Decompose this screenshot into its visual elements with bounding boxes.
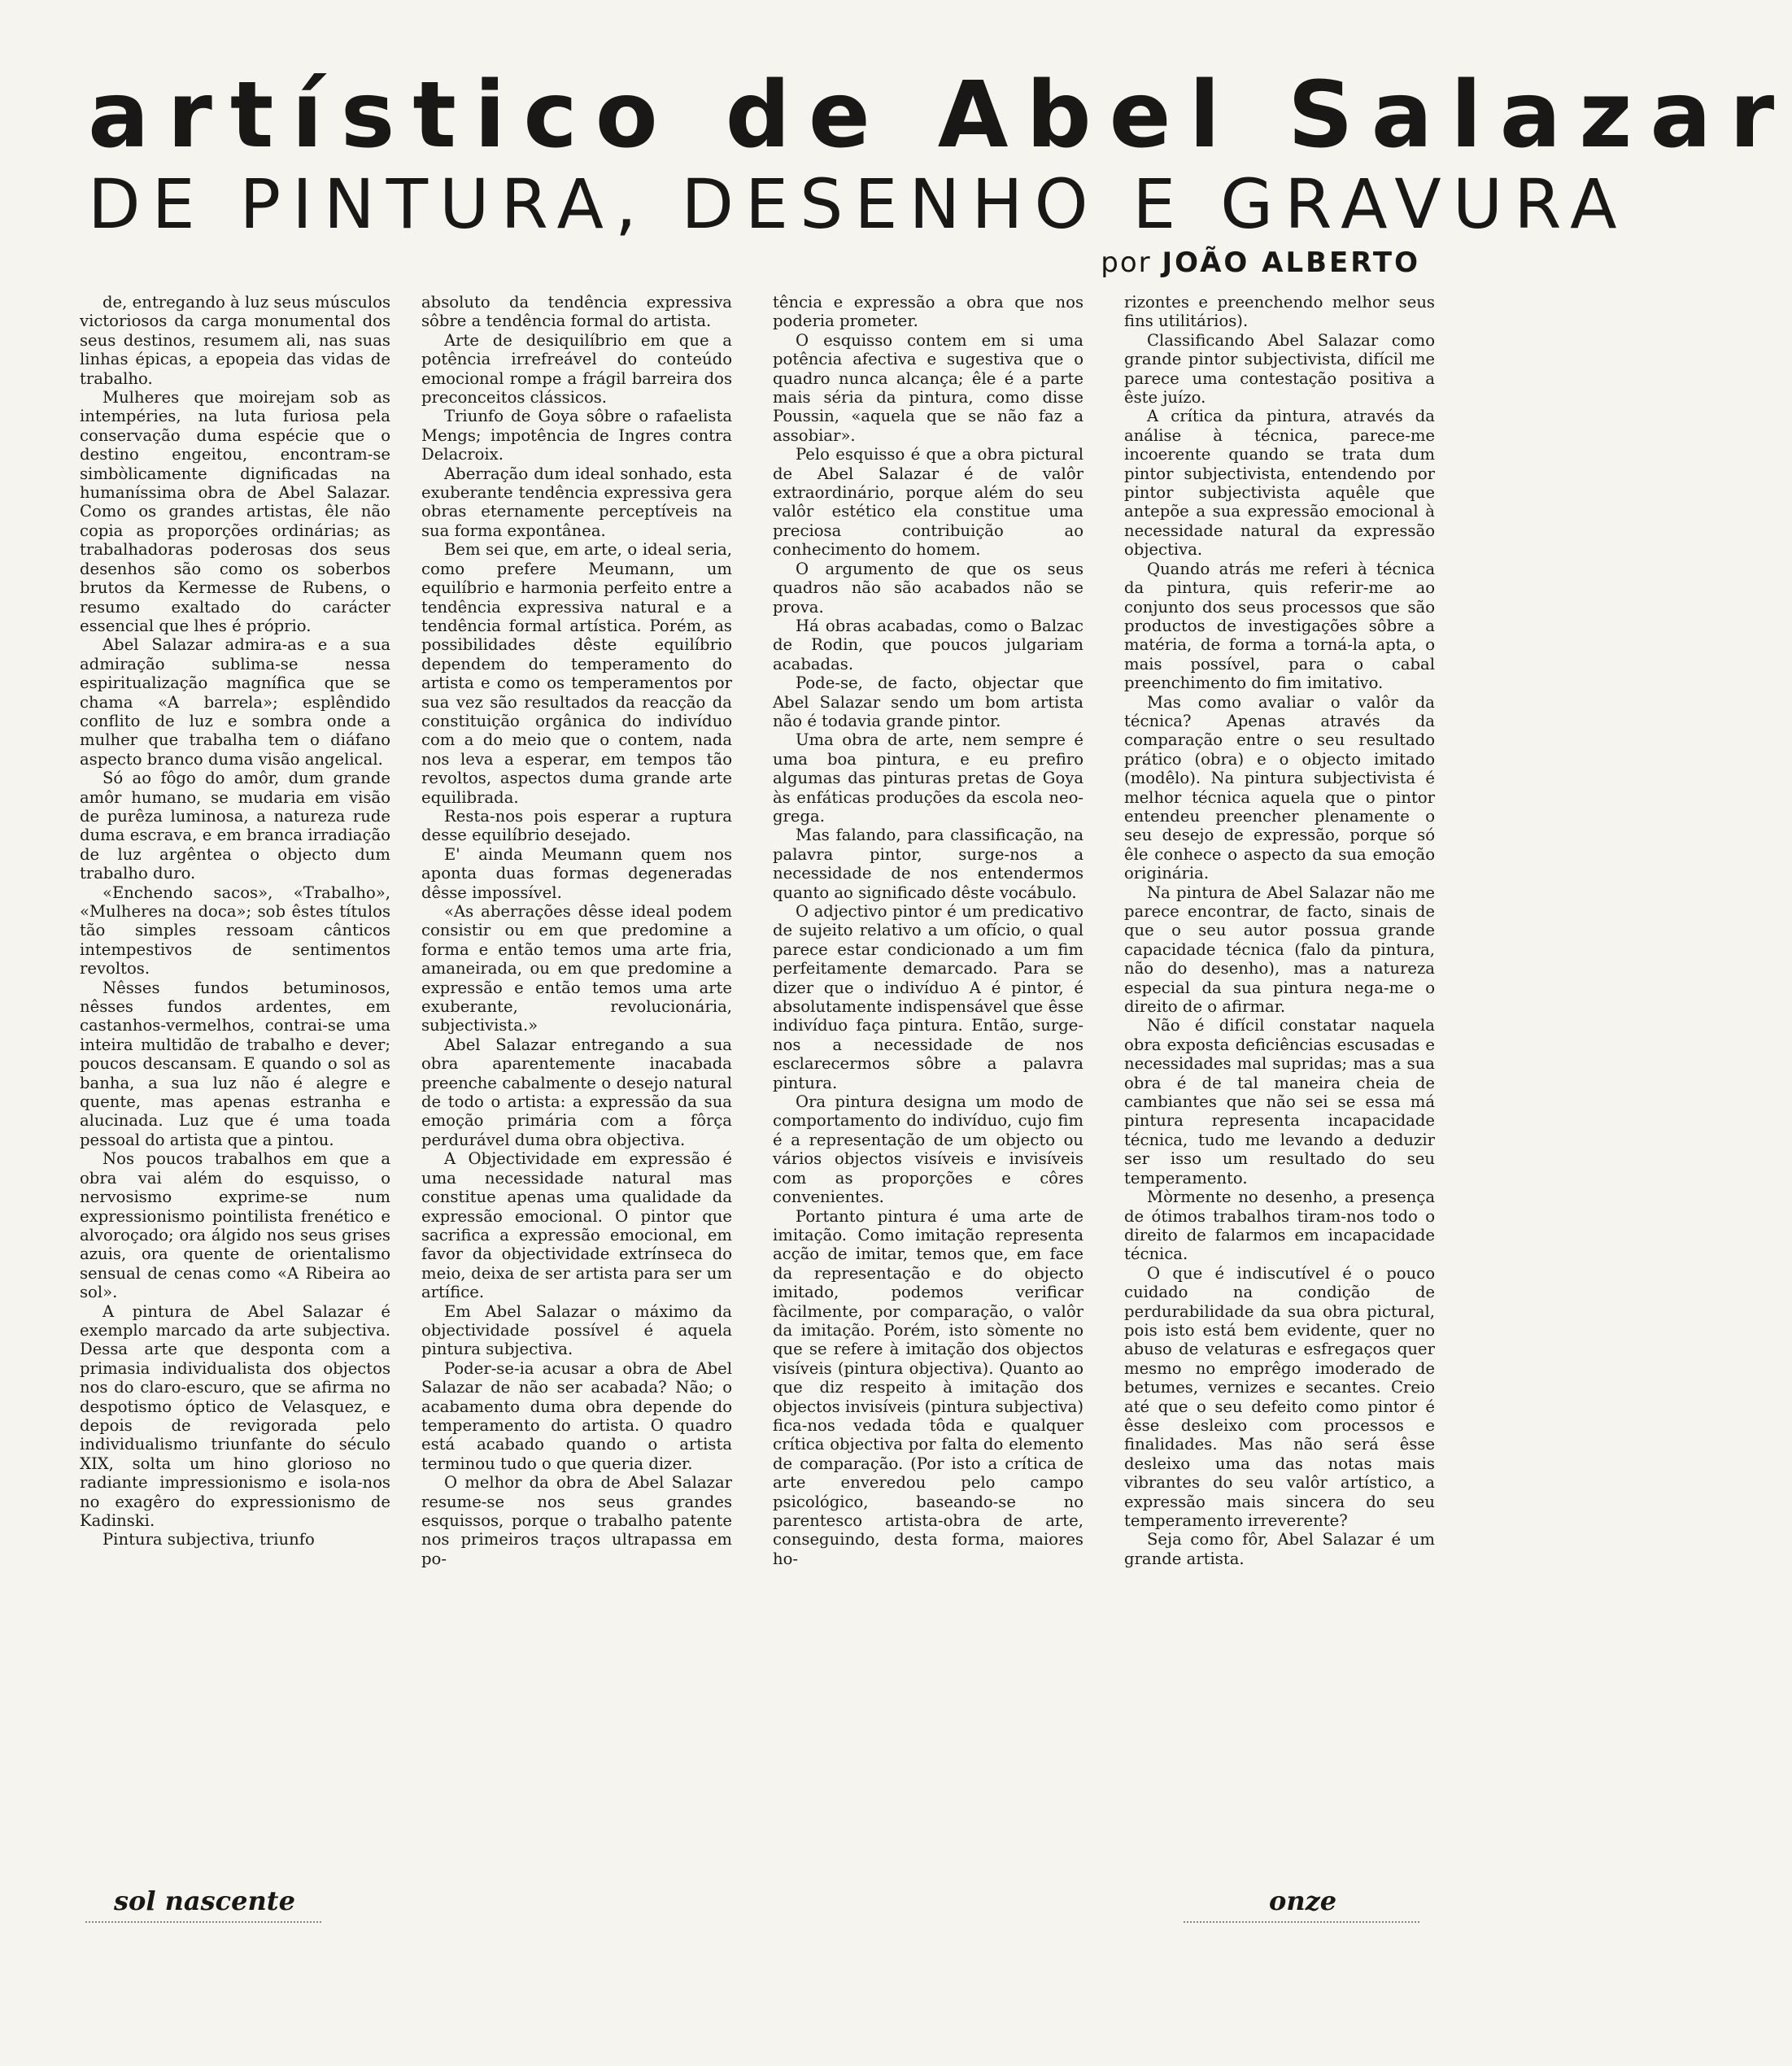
article-paragraph: Pelo esquisso é que a obra pictural de Abel Salazar é de valôr extraordinário, porque além do seu valôr estético ela constitue uma preciosa contribuição ao conhecimento do homem.: [773, 445, 1083, 560]
article-paragraph: Seja como fôr, Abel Salazar é um grande artista.: [1124, 1530, 1435, 1568]
article-paragraph: Arte de desiquilíbrio em que a potência irrefreável do conteúdo emocional rompe a frágil barreira dos preconceitos clássicos.: [421, 330, 732, 408]
article-column-3: [773, 293, 1083, 1887]
article-paragraph: de, entregando à luz seus músculos victoriosos da carga monumental dos seus destinos, resumem ali, nas suas linhas épicas, a epopeia das vidas de trabalho.: [80, 293, 390, 388]
article-paragraph: Classificando Abel Salazar como grande pintor subjectivista, difícil me parece uma contestação positiva a êste juízo.: [1124, 330, 1435, 408]
article-paragraph: Mas como avaliar o valôr da técnica? Apenas através da comparação entre o seu resultado prático (obra) e o objecto imitado (modêlo). Na pintura subjectivista é melhor técnica aquela que o pintor entendeu preencher plenamente o seu desejo de expressão, porque só êle conhece o aspecto da sua emoção originária.: [1124, 692, 1435, 883]
article-column-1: [80, 293, 390, 1887]
article-paragraph: A pintura de Abel Salazar é exemplo marcado da arte subjectiva. Dessa arte que desponta com a primasia individualista dos objectos nos do claro-escuro, que se afirma no despotismo óptico de Velasquez, e depois de revigorada pelo individualismo triunfante do século XIX, solta um hino glorioso no radiante impressionismo e isola-nos no exagêro do expressionismo de Kadinski.: [80, 1301, 390, 1530]
article-paragraph: Ora pintura designa um modo de comportamento do indivíduo, cujo fim é a representação de um objecto ou vários objectos visíveis e invisíveis com as proporções e côres convenientes.: [773, 1092, 1083, 1207]
article-paragraph: Aberração dum ideal sonhado, esta exuberante tendência expressiva gera obras eternamente perceptíveis na sua forma expontânea.: [421, 464, 732, 540]
article-paragraph: Portanto pintura é uma arte de imitação. Como imitação representa acção de imitar, temos que, em face da representação e do objecto imitado, podemos verificar fàcilmente, por comparação, o valôr da imitação. Porém, isto sòmente no que se refere à imitação dos objectos visíveis (pintura objectiva). Quanto ao que diz respeito à imitação dos objectos invisíveis (pintura subjectiva) fica-nos vedada tôda e qualquer crítica objectiva por falta do elemento de comparação. (Por isto a crítica de arte enveredou pelo campo psicológico, baseando-se no parentesco artista-obra de arte, conseguindo, desta forma, maiores ho-: [773, 1206, 1083, 1568]
footer-rule-right: [1184, 1921, 1419, 1923]
article-paragraph: Quando atrás me referi à técnica da pintura, quis referir-me ao conjunto dos seus processos que são productos de investigações sôbre a matéria, de forma a torná-la apta, o mais possível, para o cabal preenchimento do fim imitativo.: [1124, 559, 1435, 693]
article-column-4: [1124, 293, 1435, 1887]
article-paragraph: O argumento de que os seus quadros não são acabados não se prova.: [773, 559, 1083, 617]
article-paragraph: absoluto da tendência expressiva sôbre a tendência formal do artista.: [421, 293, 732, 331]
byline-prefix: por: [1101, 246, 1152, 279]
article-paragraph: Bem sei que, em arte, o ideal seria, como prefere Meumann, um equilíbrio e harmonia perfeito entre a tendência expressiva natural e a tendência formal artística. Porém, as possibilidades dêste equilíbrio dependem do temperamento do artista e como os temperamentos por sua vez são resultados da reacção da constituição orgânica do indivíduo com a do meio que o contem, nada nos leva a esperar, em tempos tão revoltos, aspectos duma grande arte equilibrada.: [421, 540, 732, 807]
article-paragraph: Nêsses fundos betuminosos, nêsses fundos ardentes, em castanhos-vermelhos, contrai-se uma inteira multidão de trabalho e dever; poucos descansam. E quando o sol as banha, a sua luz não é alegre e quente, mas apenas estranha e alucinada. Luz que é uma toada pessoal do artista que a pintou.: [80, 978, 390, 1149]
article-paragraph: O adjectivo pintor é um predicativo de sujeito relativo a um ofício, o qual parece estar condicionado a um fim perfeitamente demarcado. Para se dizer que o indivíduo A é pintor, é absolutamente indispensável que êsse indivíduo faça pintura. Então, surge-nos a necessidade de nos esclarecermos sôbre a palavra pintura.: [773, 902, 1083, 1092]
byline: [1101, 246, 1420, 279]
article-paragraph: Só ao fôgo do amôr, dum grande amôr humano, se mudaria em visão de purêza luminosa, a natureza rude duma escrava, e em branca irradiação de luz argêntea o objecto dum trabalho duro.: [80, 769, 390, 883]
article-paragraph: Pintura subjectiva, triunfo: [102, 1530, 315, 1550]
article-paragraph: Abel Salazar admira-as e a sua admiração sublima-se nessa espiritualização magnífica que se chama «A barrela»; esplêndido conflito de luz e sombra onde a mulher que trabalha tem o diáfano aspecto branco duma visão angelical.: [80, 635, 390, 769]
article-paragraph: «Enchendo sacos», «Trabalho», «Mulheres na doca»; sob êstes títulos tão simples ressoam cânticos intempestivos de sentimentos revoltos.: [80, 883, 390, 979]
article-paragraph: «As aberrações dêsse ideal podem consistir ou em que predomine a forma e então temos uma arte fria, amaneirada, ou em que predomine a expressão e então temos uma arte exuberante, revolucionária, subjectivista.»: [421, 902, 732, 1035]
article-paragraph: Triunfo de Goya sôbre o rafaelista Mengs; impotência de Ingres contra Delacroix.: [421, 407, 732, 464]
article-paragraph: Mas falando, para classificação, na palavra pintor, surge-nos a necessidade de nos entendermos quanto ao significado dêste vocábulo.: [773, 826, 1083, 902]
article-paragraph: A Objectividade em expressão é uma necessidade natural mas constitue apenas uma qualidade da expressão emocional. O pintor que sacrifica a expressão emocional, em favor da objectividade extrínseca do meio, deixa de ser artista para ser um artífice.: [421, 1149, 732, 1302]
article-paragraph: O que é indiscutível é o pouco cuidado na condição de perdurabilidade da sua obra pictural, pois isto está bem evidente, quer no abuso de velaturas e esfregaços quer mesmo no emprêgo imoderado de betumes, vernizes e secantes. Creio até que o seu defeito como pintor é êsse desleixo com processos e finalidades. Mas não será êsse desleixo uma das notas mais vibrantes do seu valôr artístico, a expressão mais sincera do seu temperamento irreverente?: [1124, 1263, 1435, 1530]
article-column-2: [421, 293, 732, 1887]
article-paragraph: rizontes e preenchendo melhor seus fins utilitários).: [1124, 293, 1435, 331]
subheadline: DE PINTURA, DESENHO E GRAVURA: [88, 164, 1628, 244]
article-paragraph: Poder-se-ia acusar a obra de Abel Salazar de não ser acabada? Não; o acabamento duma obra depende do temperamento do artista. O quadro está acabado quando o artista terminou tudo o que queria dizer.: [421, 1358, 732, 1473]
article-paragraph: Nos poucos trabalhos em que a obra vai além do esquisso, o nervosismo exprime-se num expressionismo pointilista frenético e alvoroçado; ora álgido nos seus grises azuis, ora quente de orientalismo sensual de cenas como «A Ribeira ao sol».: [80, 1149, 390, 1302]
article-paragraph: Mulheres que moirejam sob as intempéries, na luta furiosa pela conservação duma espécie que o destino engeitou, encontram-se simbòlicamente dignificadas na humaníssima obra de Abel Salazar. Como os grandes artistas, êle não copia as proporções ordinárias; as trabalhadoras poderosas dos seus desenhos são como os soberbos brutos da Kermesse de Rubens, o resumo exaltado do carácter essencial que lhes é próprio.: [80, 388, 390, 635]
article-paragraph: Resta-nos pois esperar a ruptura desse equilíbrio desejado.: [421, 806, 732, 845]
article-paragraph: O melhor da obra de Abel Salazar resume-se nos seus grandes esquissos, porque o trabalho patente nos primeiros traços ultrapassa em po-: [421, 1473, 732, 1568]
article-paragraph: Uma obra de arte, nem sempre é uma boa pintura, e eu prefiro algumas das pinturas pretas de Goya às enfáticas produções da escola neo-grega.: [773, 730, 1083, 826]
article-paragraph: O esquisso contem em si uma potência afectiva e sugestiva que o quadro nunca alcança; êle é a parte mais séria da pintura, como disse Poussin, «aquela que se não faz a assobiar».: [773, 330, 1083, 445]
article-paragraph: Abel Salazar entregando a sua obra aparentemente inacabada preenche cabalmente o desejo natural de todo o artista: a expressão da sua emoção primária com a fôrça perdurável duma obra objectiva.: [421, 1035, 732, 1149]
article-paragraph: Na pintura de Abel Salazar não me parece encontrar, de facto, sinais de que o seu autor possua grande capacidade técnica (falo da pintura, não do desenho), mas a natureza especial da sua pintura nega-me o direito de o afirmar.: [1124, 883, 1435, 1017]
article-paragraph: Há obras acabadas, como o Balzac de Rodin, que poucos julgariam acabadas.: [773, 616, 1083, 673]
footer-rule-left: [85, 1921, 321, 1923]
headline: artístico de Abel Salazar: [88, 63, 1792, 168]
article-paragraph: A crítica da pintura, através da análise à técnica, parece-me incoerente quando se trata dum pintor subjectivista, entendendo por pintor subjectivista aquêle que antepõe a sua expressão emocional à necessidade natural da expressão objectiva.: [1124, 407, 1435, 560]
article-paragraph: Pode-se, de facto, objectar que Abel Salazar sendo um bom artista não é todavia grande pintor.: [773, 673, 1083, 730]
byline-author: JOÃO ALBERTO: [1162, 246, 1420, 279]
article-paragraph: E' ainda Meumann quem nos aponta duas formas degeneradas dêsse impossível.: [421, 844, 732, 902]
article-paragraph: Não é difícil constatar naquela obra exposta deficiências escusadas e necessidades mal supridas; mas a sua obra é de tal maneira cheia de cambiantes que não sei se essa má pintura representa incapacidade técnica, tudo me levando a deduzir ser isso um resultado do seu temperamento.: [1124, 1016, 1435, 1188]
footer-publication-name: sol nascente: [114, 1885, 295, 1916]
article-paragraph: Em Abel Salazar o máximo da objectividade possível é aquela pintura subjectiva.: [421, 1301, 732, 1359]
article-paragraph: tência e expressão a obra que nos poderia prometer.: [773, 293, 1083, 331]
footer-page-number: onze: [1269, 1885, 1337, 1916]
article-paragraph: Mòrmente no desenho, a presença de ótimos trabalhos tiram-nos todo o direito de falarmos em incapacidade técnica.: [1124, 1188, 1435, 1264]
